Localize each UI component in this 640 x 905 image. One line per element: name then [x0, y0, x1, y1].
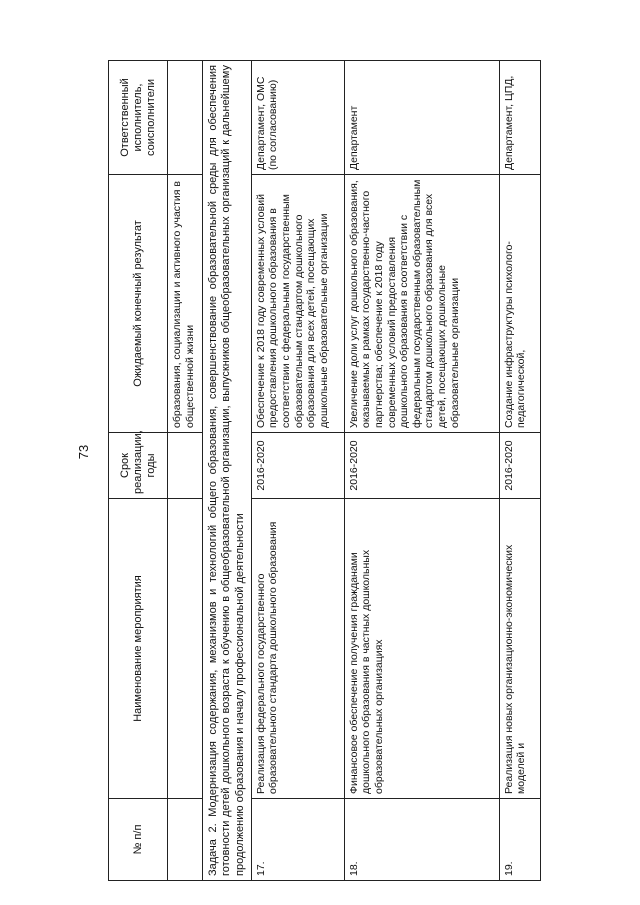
- cont-period: [168, 433, 203, 499]
- row-period: 2016-2020: [251, 433, 344, 499]
- cont-responsible: [168, 61, 203, 175]
- page-number: 73: [76, 444, 91, 460]
- cont-num: [168, 799, 203, 881]
- table-row: [344, 61, 499, 881]
- header-result: Ожидаемый конечный результат: [109, 175, 168, 433]
- cont-result: образования, социализации и активного участия в общественной жизни: [168, 175, 203, 433]
- row-name: Реализация федерального государственного образовательного стандарта дошкольного образования: [251, 499, 344, 799]
- table-row: [499, 61, 540, 881]
- row-result: Увеличение доли услуг дошкольного образования, оказываемых в рамках государственно-частного партнерства; обеспечение к 2018 году современных условий предоставления дошкольного образования в соответствии с федеральным государственным образовательным стандартом дошкольного образования для всех детей, посещающих дошкольные образовательные организации: [344, 175, 499, 433]
- row-responsible: Департамент, ОМС (по согласованию): [251, 61, 344, 175]
- row-num: 17.: [251, 799, 344, 881]
- task-row: [203, 61, 252, 881]
- row-name: Финансовое обеспечение получения гражданами дошкольного образования в частных дошкольных образовательных организациях: [344, 499, 499, 799]
- cont-name: [168, 499, 203, 799]
- row-result: Создание инфраструктуры психолого-педагогической,: [499, 175, 540, 433]
- row-period: 2016-2020: [344, 433, 499, 499]
- row-responsible: Департамент, ЦПД,: [499, 61, 540, 175]
- task-description: Задача 2. Модернизация содержания, механизмов и технологий общего образования, совершенствование образовательной среды для обеспечения готовности детей дошкольного возраста к обучению в общеобразовательной организации, выпускников общеобразовательных организаций к дальнейшему продолжению образования и началу профессиональной деятельности: [203, 61, 252, 881]
- row-result: Обеспечение к 2018 году современных условий предоставления дошкольного образования в соответствии с федеральным государственным образовательным стандартом дошкольного образования для всех детей, посещающих дошкольные образовательные организации: [251, 175, 344, 433]
- header-responsible: Ответственный исполнитель, соисполнители: [109, 61, 168, 175]
- header-num: № п/п: [109, 799, 168, 881]
- row-name: Реализация новых организационно-экономических моделей и: [499, 499, 540, 799]
- table-row-continuation: [168, 61, 203, 881]
- row-num: 19.: [499, 799, 540, 881]
- row-period: 2016-2020: [499, 433, 540, 499]
- table-row: [251, 61, 344, 881]
- header-name: Наименование мероприятия: [109, 499, 168, 799]
- table-header-row: [109, 61, 168, 881]
- rotated-table-sheet: [108, 61, 578, 881]
- row-num: 18.: [344, 799, 499, 881]
- row-responsible: Департамент: [344, 61, 499, 175]
- activities-table: [108, 60, 541, 881]
- header-period: Срок реализации, годы: [109, 433, 168, 499]
